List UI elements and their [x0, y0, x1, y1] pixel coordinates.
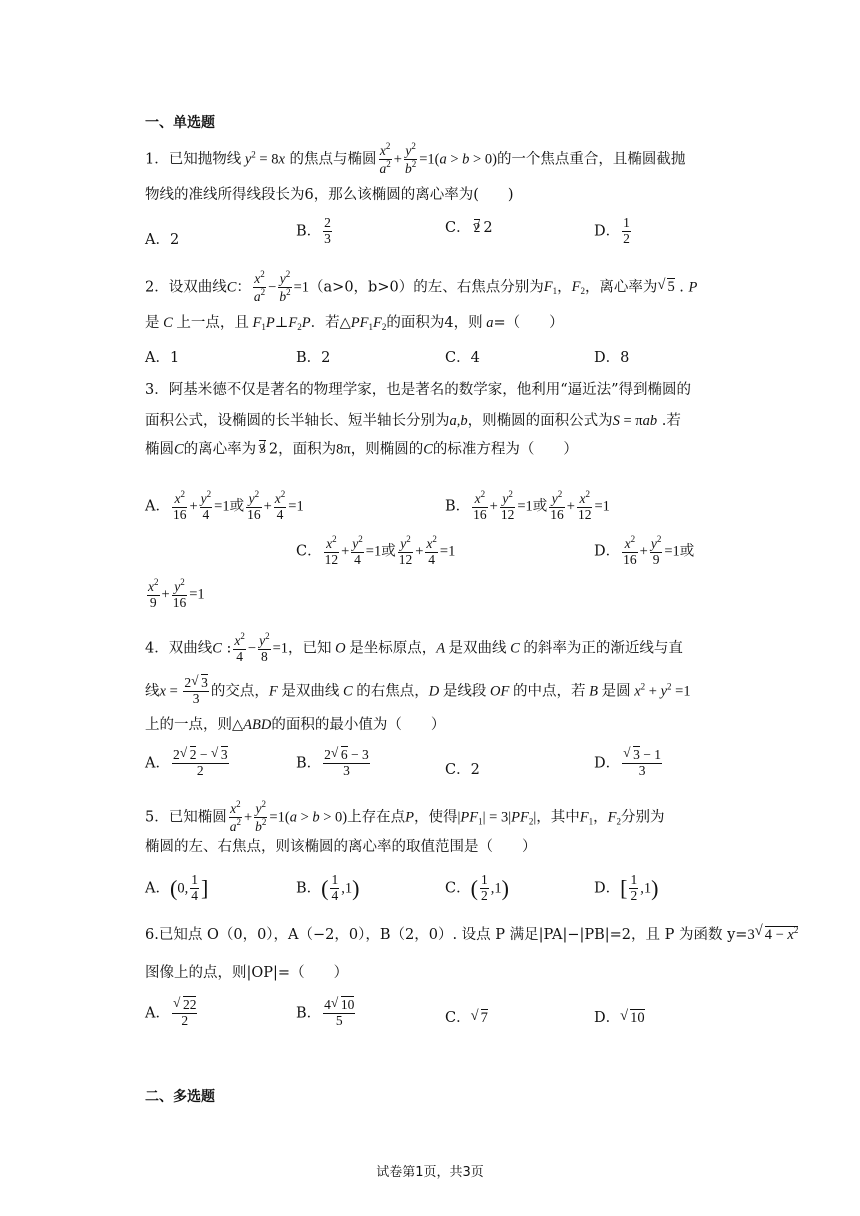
- q3-option-b: B． $\frac{x^2}{16}$ + $\frac{y^2}{12}$ =1或 $\frac{y^2}{16}$ + $\frac{x^2}{12}$ =1: [445, 489, 610, 522]
- q1-option-d: D． $\frac{1}{2}$: [594, 215, 630, 246]
- q1-option-b: B． $\frac{2}{3}$: [296, 215, 331, 246]
- q2-option-a: A．1: [145, 350, 180, 366]
- q2-option-b: B．2: [296, 350, 331, 366]
- question-6-line-1: 6.已知点 O（0，0），A（−2，0），B（2，0）. 设点 P 满足|PA|−|PB|=2，且 P 为函数 y=3√ $4 - x^2$: [145, 926, 798, 943]
- q6-option-a: A． √ $\frac{22}{2}$: [145, 998, 199, 1029]
- question-6-line-2: 图像上的点，则|OP|=（ ）: [145, 965, 349, 981]
- question-3-line-3: 椭圆C的离心率为 √ 3 2，面积为8π，则椭圆的C的标准方程为（ ）: [145, 442, 578, 457]
- q3-option-d-continued: $\frac{x^2}{9}$ + $\frac{y^2}{16}$ =1: [148, 577, 205, 610]
- question-1-line-2: 物线的准线所得线段长为6，那么该椭圆的离心率为( ): [145, 187, 514, 203]
- question-4-line-1: 4．双曲线C : $\frac{x^2}{4}$ − $\frac{y^2}{8}$ =1，已知 O 是坐标原点，A 是双曲线 C 的斜率为正的渐近线与直: [145, 631, 683, 664]
- q6-option-b: B． $\frac{4√ 10}{5}$: [296, 998, 357, 1029]
- page-footer: 试卷第1页，共3页: [376, 1165, 484, 1180]
- question-3-line-2: 面积公式，设椭圆的长半轴长、短半轴长分别为a,b，则椭圆的面积公式为S = πab .若: [145, 413, 681, 429]
- question-1-line-1: 1．已知抛物线 $y^2 = 8x$ 的焦点与椭圆 $\frac{x^2}{a^2}$ + $\frac{y^2}{b^2}$ =1(a > b > 0)的一个焦点重合，且椭圆截抛: [145, 141, 686, 176]
- q2-option-c: C．4: [445, 350, 480, 366]
- question-5-line-1: 5．已知椭圆 $\frac{x^2}{a^2}$ + $\frac{y^2}{b^2}$ =1(a > b > 0)上存在点P，使得$|PF_1| = 3|PF_2|$，其中$F_1$，$F_2$分别为: [145, 799, 665, 834]
- q6-option-d: D．√ 10: [594, 1006, 645, 1027]
- q3-option-d: D． $\frac{x^2}{16}$ + $\frac{y^2}{9}$ =1或: [594, 534, 695, 567]
- q5-option-d: D．[ $\frac{1}{2}$ ,1): [594, 872, 659, 903]
- q1-option-a: A．2: [145, 232, 180, 248]
- question-4-line-2: 线x = $\frac{2√ 3}{3}$ 的交点，F 是双曲线 C 的右焦点，D 是线段 OF 的中点，若 B 是圆 $x^2 + y^2 =1$: [145, 676, 691, 707]
- q3-option-a: A． $\frac{x^2}{16}$ + $\frac{y^2}{4}$ =1或 $\frac{y^2}{16}$ + $\frac{x^2}{4}$ =1: [145, 489, 304, 522]
- question-2-line-2: 是 C 上一点，且 $F_1P\perp F_2P$．若$\triangle PF_1F_2$的面积为4，则 a=（ ）: [145, 315, 564, 332]
- question-4-line-3: 上的一点，则△ABD的面积的最小值为（ ）: [145, 717, 446, 733]
- q4-option-d: D． √ $\frac{3 - 1}{3}$: [594, 748, 664, 779]
- q4-option-a: A． $\frac{2√ 2 - √ 3}{2}$: [145, 748, 231, 779]
- q5-option-a: A．(0, $\frac{1}{4}$ ]: [145, 872, 209, 903]
- q3-option-c: C． $\frac{x^2}{12}$ + $\frac{y^2}{4}$ =1或 $\frac{y^2}{12}$ + $\frac{x^2}{4}$ =1: [296, 534, 456, 567]
- q4-option-c: C．2: [445, 762, 480, 778]
- q2-option-d: D．8: [594, 350, 630, 366]
- q6-option-c: C．√ 7: [445, 1006, 488, 1027]
- question-2-line-1: 2．设双曲线C： $\frac{x^2}{a^2}$ − $\frac{y^2}{b^2}$ =1（a>0，b>0）的左、右焦点分别为$F_1$，$F_2$，离心率为√ 5 . P: [145, 270, 697, 305]
- question-3-line-1: 3．阿基米德不仅是著名的物理学家，也是著名的数学家，他利用“逼近法”得到椭圆的: [145, 382, 692, 398]
- section-title-single: 一、单选题: [145, 115, 215, 131]
- section-title-multi: 二、多选题: [145, 1089, 215, 1105]
- question-5-line-2: 椭圆的左、右焦点，则该椭圆的离心率的取值范围是（ ）: [145, 839, 537, 855]
- q4-option-b: B． $\frac{2√ 6 - 3}{3}$: [296, 748, 372, 779]
- q5-option-b: B．( $\frac{1}{4}$ ,1): [296, 872, 360, 903]
- q1-option-c: C． √ 2 2: [445, 216, 493, 237]
- q5-option-c: C．( $\frac{1}{2}$ ,1): [445, 872, 509, 903]
